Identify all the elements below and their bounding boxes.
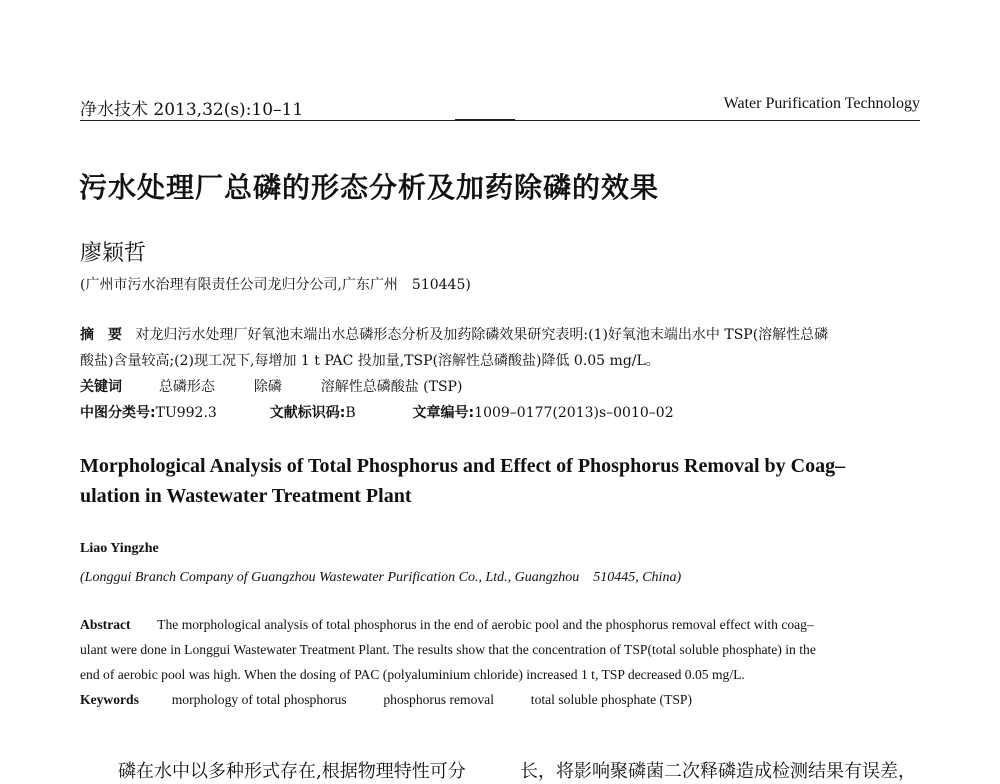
article-no-value: 1009–0177(2013)s–0010–02 <box>474 405 674 421</box>
keyword-en-item: total soluble phosphate (TSP) <box>530 692 693 707</box>
body-left-column-text: 磷在水中以多种形式存在,根据物理特性可分 <box>118 761 466 782</box>
body-right-column-text: 长，将影响聚磷菌二次释磷造成检测结果有误差， <box>520 761 916 782</box>
keywords-cn-label: 关键词 <box>80 379 122 395</box>
keywords-en <box>80 692 692 708</box>
article-title-cn: 污水处理厂总磷的形态分析及加药除磷的效果 <box>79 171 660 204</box>
doc-code-value: B <box>345 405 356 421</box>
journal-header-cn: 净水技术 2013,32(s):10–11 <box>80 100 304 120</box>
keywords-en-label: Keywords <box>80 692 139 707</box>
keyword-cn-item: 总磷形态 <box>158 379 215 395</box>
keyword-en-item: morphology of total phosphorus <box>171 692 347 707</box>
abstract-en-line-2: ulant were done in Longgui Wastewater Treatment Plant. The results show that the concentration of TSP(total soluble phosphate) in the <box>80 642 816 657</box>
abstract-cn-line-1 <box>80 324 828 344</box>
article-title-en-line-2: ulation in Wastewater Treatment Plant <box>80 485 412 507</box>
author-en: Liao Yingzhe <box>80 541 159 556</box>
keyword-cn-item: 溶解性总磷酸盐 (TSP) <box>320 379 463 395</box>
abstract-en-label: Abstract <box>80 617 131 632</box>
abstract-cn-text-1: 对龙归污水处理厂好氧池末端出水总磷形态分析及加药除磷效果研究表明:(1)好氧池末端出水中 TSP(溶解性总磷 <box>135 327 829 343</box>
abstract-en-text-1: The morphological analysis of total phosphorus in the end of aerobic pool and the phosphorus removal effect with coag– <box>157 617 814 632</box>
keywords-cn <box>80 376 462 396</box>
affiliation-cn: (广州市污水治理有限责任公司龙归分公司,广东广州 510445) <box>80 277 471 293</box>
abstract-en-line-1 <box>80 617 814 633</box>
author-cn: 廖颖哲 <box>80 241 147 266</box>
abstract-cn-text-2: 酸盐)含量较高;(2)现工况下,每增加 1 t PAC 投加量,TSP(溶解性总磷酸盐)降低 0.05 mg/L。 <box>80 353 660 369</box>
keyword-cn-item: 除磷 <box>253 379 282 395</box>
classification-line <box>80 402 674 422</box>
clc-label: 中图分类号: <box>80 405 156 421</box>
affiliation-en: (Longgui Branch Company of Guangzhou Wastewater Purification Co., Ltd., Guangzhou 510445, China) <box>80 570 682 585</box>
clc-value: TU992.3 <box>155 405 217 421</box>
abstract-cn-line-2 <box>80 350 660 370</box>
journal-header-en: Water Purification Technology <box>723 95 920 112</box>
doc-code-label: 文献标识码: <box>269 405 346 421</box>
article-no-label: 文章编号: <box>412 405 475 421</box>
keyword-en-item: phosphorus removal <box>383 692 494 707</box>
article-title-en-line-1: Morphological Analysis of Total Phosphorus and Effect of Phosphorus Removal by Coag– <box>80 455 846 477</box>
abstract-en-line-3: end of aerobic pool was high. When the dosing of PAC (polyaluminium chloride) increased 1 t, TSP decreased 0.05 mg/L. <box>80 667 745 682</box>
abstract-cn-label: 摘 要 <box>80 327 122 343</box>
header-rule-accent <box>455 119 515 121</box>
